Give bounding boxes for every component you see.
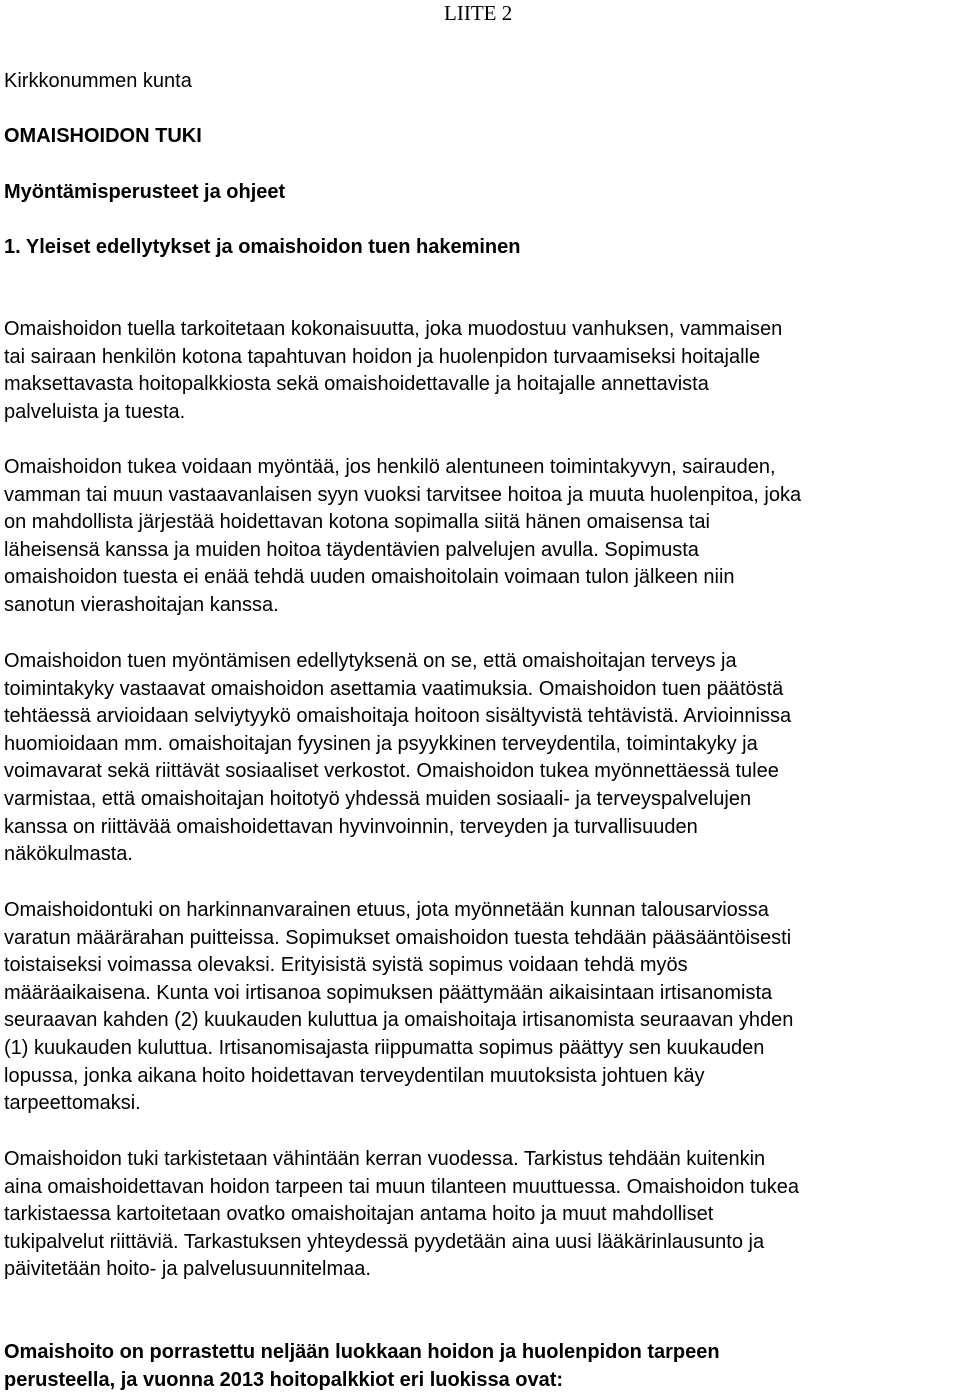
paragraph-line: määräaikaisena. Kunta voi irtisanoa sopimuksen päättymään aikaisintaan irtisanomista: [4, 981, 773, 1004]
paragraph-3: [4, 648, 954, 869]
paragraph-5: [4, 1146, 954, 1284]
closing-line: perusteella, ja vuonna 2013 hoitopalkkiot eri luokissa ovat:: [4, 1368, 564, 1391]
paragraph-2: [4, 454, 954, 620]
paragraph-line: seuraavan kahden (2) kuukauden kuluttua ja omaishoitaja irtisanomista seuraavan yhden: [4, 1009, 794, 1032]
paragraph-line: on mahdollista järjestää hoidettavan kotona sopimalla siitä hänen omaisensa tai: [4, 511, 710, 534]
document-subtitle: Myöntämisperusteet ja ohjeet: [4, 181, 286, 203]
paragraph-line: tai sairaan henkilön kotona tapahtuvan hoidon ja huolenpidon turvaamiseksi hoitajalle: [4, 345, 761, 368]
paragraph-line: Omaishoidontuki on harkinnanvarainen etuus, jota myönnetään kunnan talousarviossa: [4, 899, 769, 921]
paragraph-line: tarkistaessa kartoitetaan ovatko omaishoitajan antama hoito ja muut mahdolliset: [4, 1203, 714, 1226]
paragraph-1: [4, 316, 954, 426]
paragraph-line: näkökulmasta.: [4, 843, 133, 866]
paragraph-line: Omaishoidon tuella tarkoitetaan kokonaisuutta, joka muodostuu vanhuksen, vammaisen: [4, 318, 783, 340]
paragraph-line: Omaishoidon tuki tarkistetaan vähintään kerran vuodessa. Tarkistus tehdään kuitenkin: [4, 1148, 766, 1170]
paragraph-line: sanotun vierashoitajan kanssa.: [4, 593, 279, 616]
paragraph-line: kanssa on riittävää omaishoidettavan hyvinvoinnin, terveyden ja turvallisuuden: [4, 815, 698, 838]
paragraph-line: Omaishoidon tuen myöntämisen edellytyksenä on se, että omaishoitajan terveys ja: [4, 650, 737, 672]
paragraph-line: Omaishoidon tukea voidaan myöntää, jos henkilö alentuneen toimintakyvyn, sairauden,: [4, 456, 776, 478]
paragraph-line: palveluista ja tuesta.: [4, 400, 186, 423]
paragraph-line: tehtäessä arvioidaan selviytyykö omaishoitaja hoitoon sisältyvistä tehtävistä. Arvioinnissa: [4, 705, 792, 728]
paragraph-line: varatun määrärahan puitteissa. Sopimukset omaishoidon tuesta tehdään pääsääntöisesti: [4, 926, 792, 949]
paragraph-line: toistaiseksi voimassa olevaksi. Erityisistä syistä sopimus voidaan tehdä myös: [4, 954, 688, 977]
closing-line: Omaishoito on porrastettu neljään luokkaan hoidon ja huolenpidon tarpeen: [4, 1341, 720, 1363]
paragraph-line: huomioidaan mm. omaishoitajan fyysinen ja psyykkinen terveydentila, toimintakyky ja: [4, 732, 758, 755]
paragraph-line: päivitetään hoito- ja palvelusuunnitelmaa.: [4, 1258, 371, 1281]
appendix-label: LIITE 2: [444, 1, 513, 25]
paragraph-line: tukipalvelut riittäviä. Tarkastuksen yhteydessä pyydetään aina uusi lääkärinlausunto ja: [4, 1230, 765, 1253]
paragraph-line: toimintakyky vastaavat omaishoidon asettamia vaatimuksia. Omaishoidon tuen päätöstä: [4, 677, 784, 700]
paragraph-line: omaishoidon tuesta ei enää tehdä uuden omaishoitolain voimaan tulon jälkeen niin: [4, 566, 735, 589]
paragraph-4: [4, 897, 954, 1118]
section-heading: 1. Yleiset edellytykset ja omaishoidon tuen hakeminen: [4, 236, 521, 258]
municipality-name: Kirkkonummen kunta: [4, 70, 192, 92]
paragraph-line: varmistaa, että omaishoitajan hoitotyö yhdessä muiden sosiaali- ja terveyspalvelujen: [4, 787, 752, 810]
paragraph-line: läheisensä kanssa ja muiden hoitoa täydentävien palvelujen avulla. Sopimusta: [4, 538, 699, 561]
paragraph-line: aina omaishoidettavan hoidon tarpeen tai muun tilanteen muuttuessa. Omaishoidon tukea: [4, 1175, 799, 1198]
document-title: OMAISHOIDON TUKI: [4, 125, 202, 147]
paragraph-line: maksettavasta hoitopalkkiosta sekä omaishoidettavalle ja hoitajalle annettavista: [4, 373, 709, 396]
paragraph-line: (1) kuukauden kuluttua. Irtisanomisajasta riippumatta sopimus päättyy sen kuukauden: [4, 1036, 765, 1059]
paragraph-line: tarpeettomaksi.: [4, 1092, 141, 1115]
paragraph-line: lopussa, jonka aikana hoito hoidettavan terveydentilan muutoksista johtuen käy: [4, 1064, 705, 1087]
closing-statement: [4, 1339, 954, 1394]
paragraph-line: voimavarat sekä riittävät sosiaaliset verkostot. Omaishoidon tukea myönnettäessä tulee: [4, 760, 779, 783]
paragraph-line: vamman tai muun vastaavanlaisen syyn vuoksi tarvitsee hoitoa ja muuta huolenpitoa, joka: [4, 483, 802, 506]
